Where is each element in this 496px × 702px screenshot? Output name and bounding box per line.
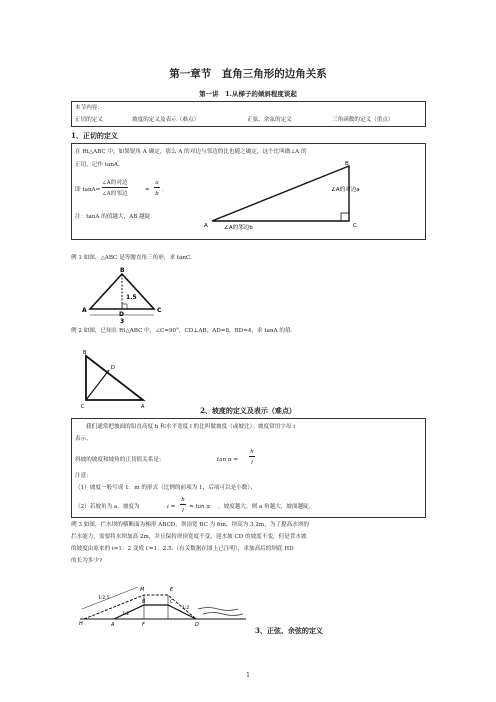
slope-label: 1:2 <box>182 606 190 611</box>
triangle-abc <box>86 356 143 400</box>
note-i: i = <box>167 504 176 510</box>
vertex-label: B <box>120 267 125 274</box>
note-num: h <box>181 497 185 503</box>
slope-line: 我们通常把坡面的铅直高度 h 和水平宽度 l 的比叫做坡度（或坡比）。坡度常用字母 i <box>86 424 296 430</box>
definition-note: 注：tanA 的值越大，AB 越陡. <box>75 214 153 220</box>
definition-line: 在 Rt△ABC 中，如果锐角 A 确定，那么 A 的对边与邻边的比也随之确定，这个比叫做∠A 的 <box>75 149 307 155</box>
point-label: B <box>142 599 146 605</box>
formula-end: . <box>162 187 164 193</box>
vertex-label: C <box>353 223 357 229</box>
slope-line: 表示。 <box>75 436 92 442</box>
width-label: 3 <box>120 318 125 325</box>
note-line: （2）若坡角为 a，坡度为 <box>75 504 140 510</box>
water-wave <box>198 608 238 611</box>
point-label: D <box>195 622 199 627</box>
slope-arrow <box>82 587 138 609</box>
definition-line: 正切，记作 tanA。 <box>75 162 124 168</box>
vertex-label: C <box>157 307 162 314</box>
example-3-text: 的长为多少? <box>71 558 102 564</box>
note-line: ，坡度越大，则 a 角越大，坡面越陡。 <box>218 504 315 510</box>
note-den: l <box>182 508 184 514</box>
point-label: M <box>140 587 145 593</box>
formula-numerator: ∠A的对边 <box>102 180 128 186</box>
example-3-text: 的坡度由原来的 i=1：2 变成 i′=1：2.5.（有关数据在图上已注明），求加高后的坝底 HD <box>71 546 294 552</box>
note-tan: = tan α <box>189 504 211 510</box>
vertex-label: B <box>345 161 349 167</box>
slope-label: 1:2 <box>122 612 130 617</box>
definition-box <box>71 143 426 240</box>
contents-item: 正切的定义 <box>75 117 103 123</box>
contents-title: 本节内容： <box>75 105 103 111</box>
right-triangle-figure <box>197 158 367 236</box>
chapter-title: 第一章节 直角三角形的边角关系 <box>169 68 327 80</box>
example-2-text: 例 2 如图，已知在 Rt△ABC 中，∠C=90°，CD⊥AB，AD=8，BD=4，求 tanA 的值. <box>71 328 293 334</box>
contents-box <box>71 101 426 127</box>
altitude-triangle-figure <box>78 346 153 412</box>
lecture-title: 第一讲 1.从梯子的倾斜程度谈起 <box>199 90 297 98</box>
note-title: 注意： <box>75 473 92 479</box>
point-label: C <box>170 599 174 605</box>
section-3-title: 3、正弦、余弦的定义 <box>255 626 323 635</box>
isosceles-triangle-figure <box>78 266 173 326</box>
page-number: 1 <box>246 672 250 679</box>
section-1-title: 1、正切的定义 <box>71 131 118 140</box>
point-label: F <box>142 622 145 627</box>
formula-prefix: 即 tanA= <box>75 187 101 193</box>
formula-denominator: ∠A的邻边 <box>102 191 128 197</box>
formula-num-var: a <box>155 180 159 186</box>
opposite-side-label: ∠A的对边a <box>331 187 360 193</box>
relation-den: l <box>251 460 253 466</box>
vertex-label: A <box>204 223 208 229</box>
point-label: E <box>170 587 174 593</box>
point-label: H <box>79 621 83 627</box>
vertex-label: A <box>82 307 87 314</box>
formula-equals: = <box>145 187 150 193</box>
contents-item: 正弦、余弦的定义 <box>247 117 292 123</box>
note-line: （1）坡度一般写成 1：m 的形式（比例的前项为 1，后项可以是小数）； <box>75 485 256 491</box>
slope-line: 斜坡的坡度和坡角的正切值关系是： <box>75 457 165 463</box>
vertex-label: A <box>141 404 145 410</box>
example-3-text: 例 3 如图，拦水坝的横断面为梯形 ABCD，坝顶宽 BC 为 6m，坝高为 3.2m，为了提高水坝的 <box>71 522 309 528</box>
height-label: 1.5 <box>126 294 137 301</box>
section-2-title: 2、坡度的定义及表示（难点） <box>200 406 296 415</box>
slope-label: 1:2.5 <box>98 596 110 601</box>
vertex-label: B <box>83 350 87 356</box>
contents-item: 三角函数的定义（重点） <box>332 117 394 123</box>
relation-num: h <box>250 449 254 455</box>
relation-lhs: tan α = <box>217 457 239 463</box>
vertex-label: D <box>111 365 115 371</box>
slope-box <box>71 418 426 518</box>
altitude-cd <box>86 370 109 400</box>
triangle-abc <box>212 166 349 221</box>
vertex-label: D <box>119 311 124 318</box>
right-angle-mark <box>341 213 349 221</box>
example-3-text: 拦水能力，需要将水坝加高 2m，并且保持坝顶宽度不变，迎水坡 CD 的坡度不变，但是背水坡 <box>71 534 307 540</box>
water-wave <box>203 613 243 616</box>
example-1-text: 例 1 如图，△ABC 是等腰直角三角形，求 tanC. <box>71 255 192 261</box>
dam-cross-section-figure <box>78 577 248 627</box>
vertex-label: C <box>81 404 85 410</box>
adjacent-side-label: ∠A的邻边b <box>224 225 253 231</box>
formula-den-var: b <box>155 191 159 197</box>
point-label: A <box>111 622 115 627</box>
contents-item: 坡度的定义及表示（难点） <box>132 117 200 123</box>
